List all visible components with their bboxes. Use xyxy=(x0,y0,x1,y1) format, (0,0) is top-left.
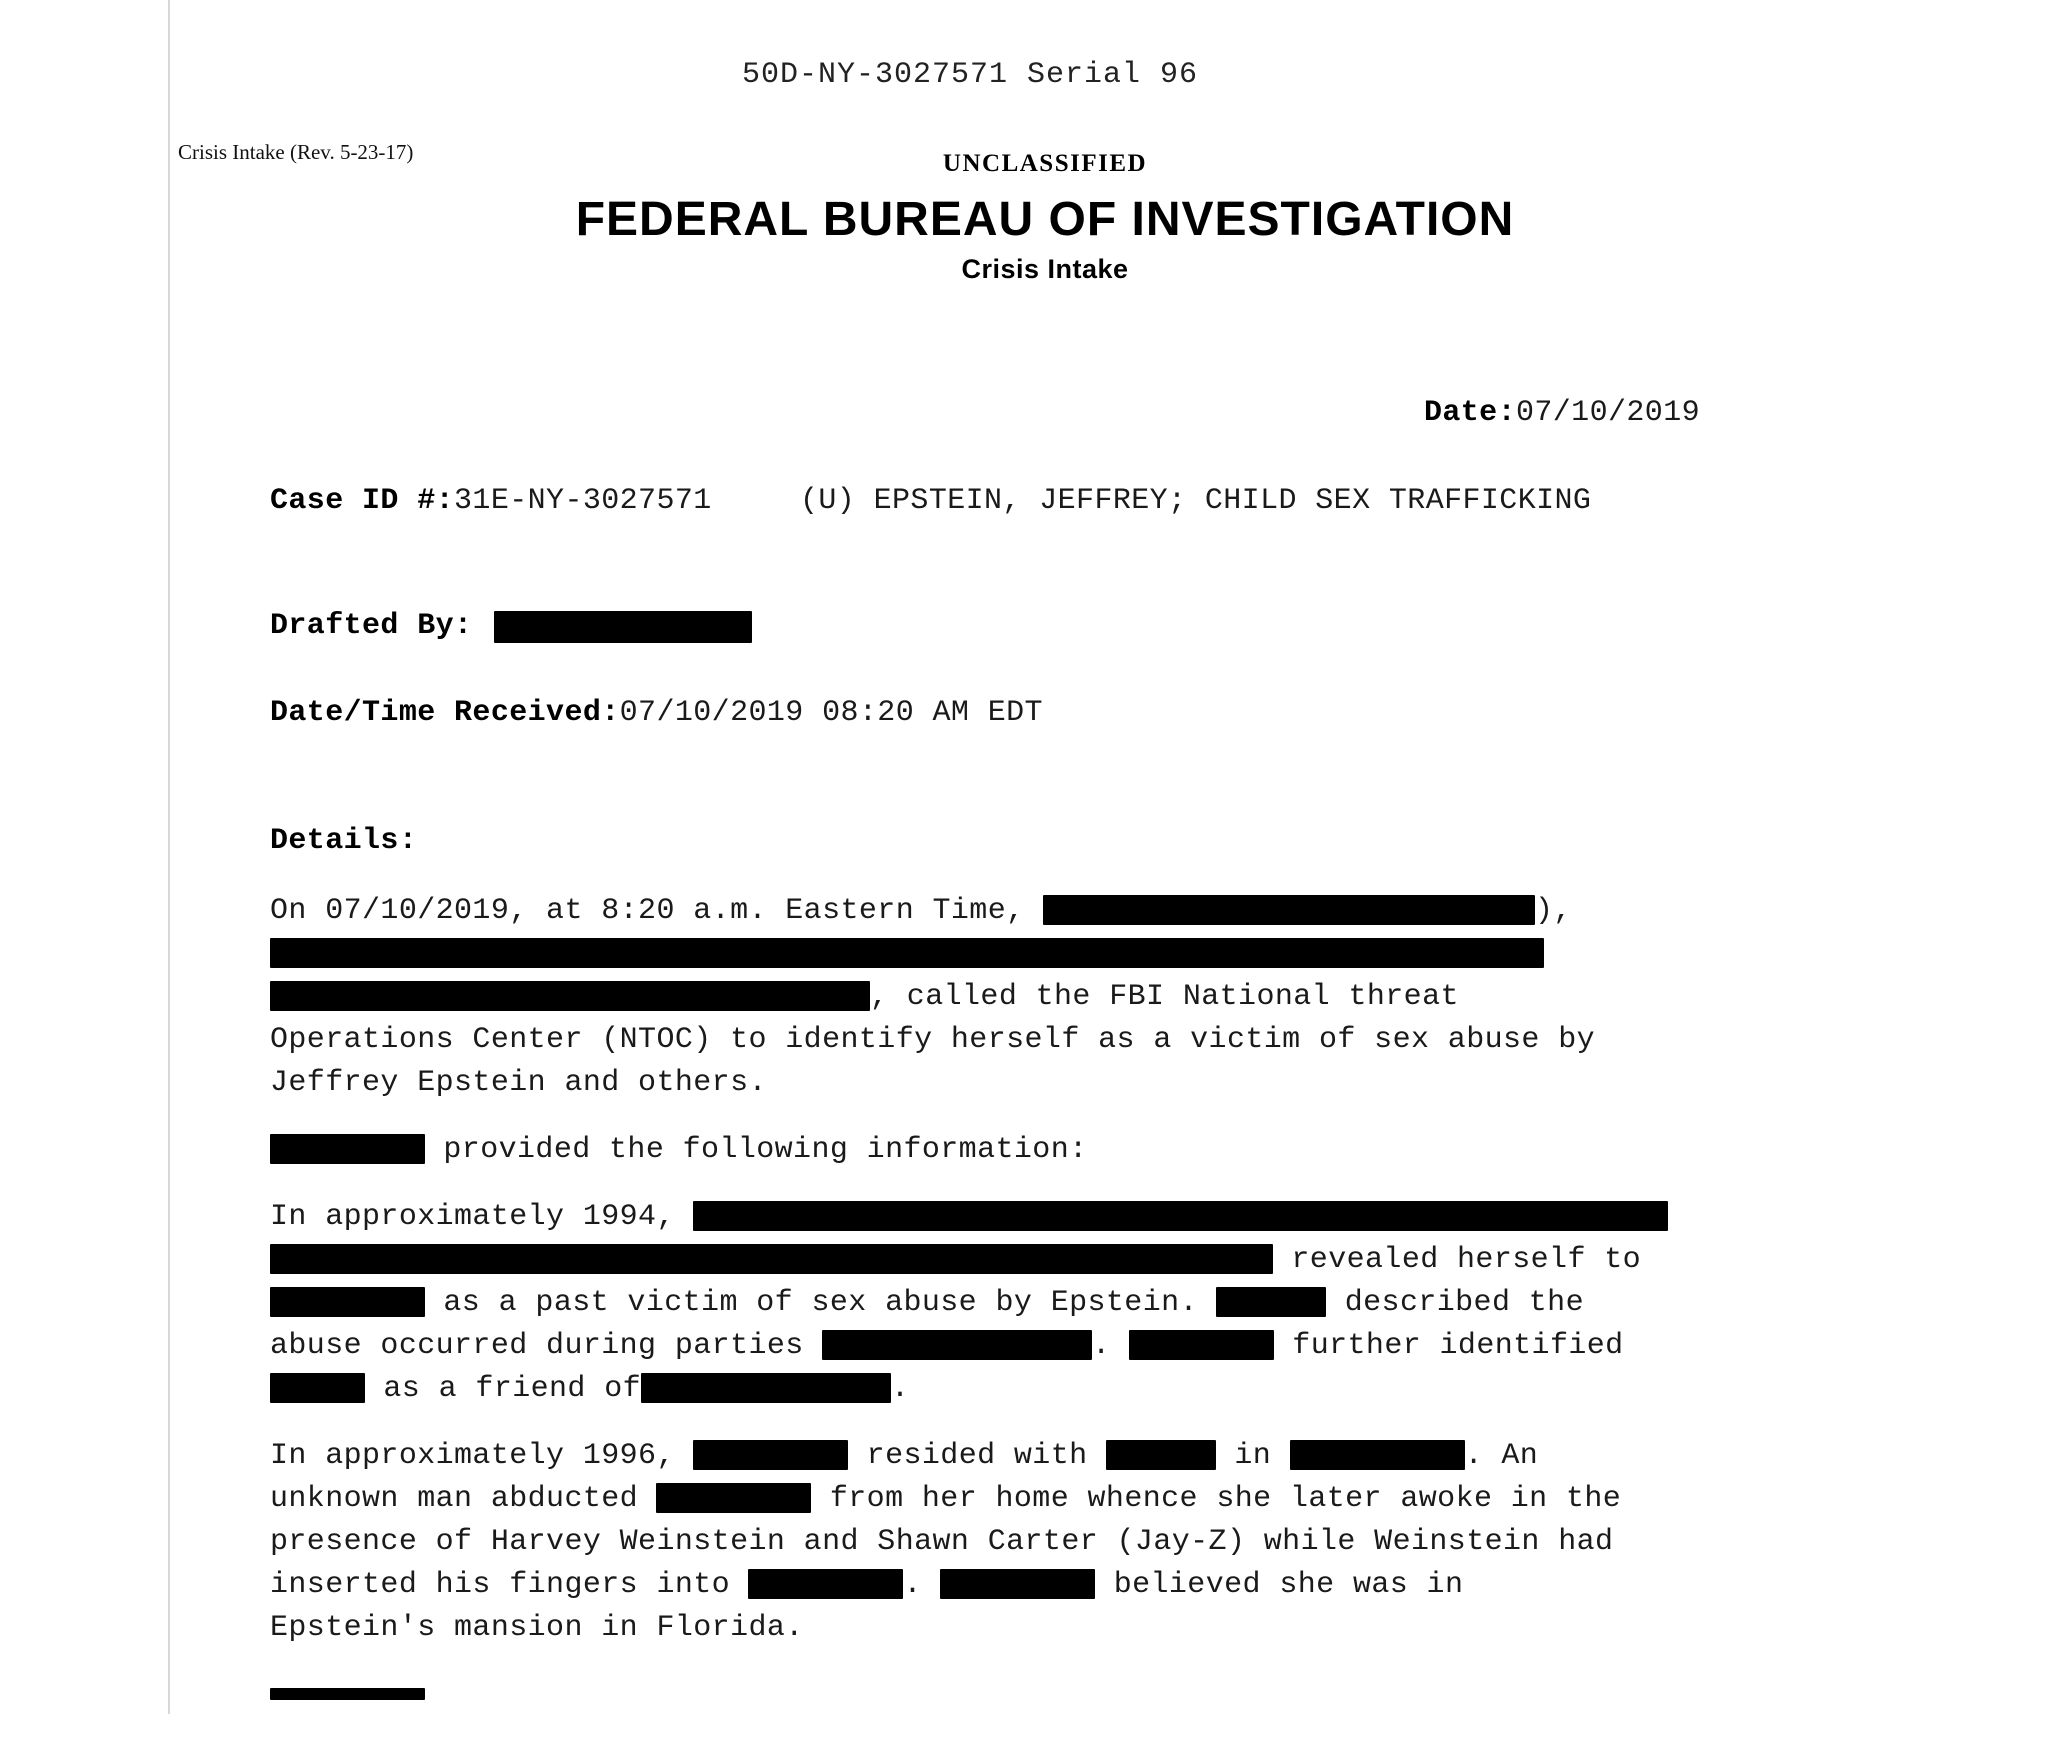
text-run: as a friend of xyxy=(365,1372,642,1406)
text-run: provided the following information: xyxy=(425,1133,1088,1167)
form-title: Crisis Intake xyxy=(961,254,1129,284)
paragraph-line xyxy=(270,976,1740,1019)
case-id-label: Case ID #: xyxy=(270,484,455,518)
paragraph-line xyxy=(270,1282,1740,1325)
redaction-bar xyxy=(270,1373,365,1403)
received-row xyxy=(270,692,1043,735)
drafted-by-row xyxy=(270,605,752,648)
date-value: 07/10/2019 xyxy=(1515,396,1700,430)
document-sheet xyxy=(168,0,2054,1714)
text-run: inserted his fingers into xyxy=(270,1568,749,1602)
paragraph-line: Jeffrey Epstein and others. xyxy=(270,1066,767,1100)
redaction-bar xyxy=(270,1688,425,1700)
form-revision-label: Crisis Intake (Rev. 5-23-17) xyxy=(178,140,414,164)
paragraph-line xyxy=(270,1368,1740,1411)
text-run: in xyxy=(1215,1439,1290,1473)
redaction-bar xyxy=(270,1244,1273,1274)
redaction-bar xyxy=(693,1440,848,1470)
text-run: as a past victim of sex abuse by Epstein. xyxy=(425,1286,1217,1320)
paragraph-line xyxy=(270,1129,1740,1172)
date-label: Date: xyxy=(1423,396,1516,430)
paragraph-line: presence of Harvey Weinstein and Shawn Carter (Jay-Z) while Weinstein had xyxy=(270,1525,1614,1559)
details-header xyxy=(270,820,417,863)
redaction-bar xyxy=(1216,1287,1326,1317)
text-run: unknown man abducted xyxy=(270,1482,657,1516)
paragraph-line xyxy=(270,1196,1740,1239)
paragraph-line xyxy=(270,1478,1740,1521)
text-run: described the xyxy=(1326,1286,1584,1320)
date-field-row xyxy=(170,392,1700,435)
text-run: In approximately 1994, xyxy=(270,1200,694,1234)
text-run: . An xyxy=(1464,1439,1539,1473)
paragraph-line xyxy=(270,1674,1740,1717)
paragraph-line: Operations Center (NTOC) to identify herself as a victim of sex abuse by xyxy=(270,1023,1596,1057)
redaction-bar xyxy=(1129,1330,1274,1360)
paragraph-line xyxy=(270,890,1740,933)
text-run: abuse occurred during parties xyxy=(270,1329,823,1363)
classification-banner: UNCLASSIFIED xyxy=(942,150,1148,177)
paragraph-line xyxy=(270,1239,1740,1282)
redaction-bar xyxy=(940,1569,1095,1599)
text-run: In approximately 1996, xyxy=(270,1439,694,1473)
redaction-bar xyxy=(494,611,752,643)
redaction-bar xyxy=(1043,895,1535,925)
redaction-bar xyxy=(1290,1440,1465,1470)
redaction-bar xyxy=(693,1201,1668,1231)
text-run: ), xyxy=(1534,894,1572,928)
redaction-bar xyxy=(270,981,870,1011)
redaction-bar xyxy=(270,1134,425,1164)
received-value: 07/10/2019 08:20 AM EDT xyxy=(619,696,1043,730)
redaction-bar xyxy=(270,938,1544,968)
paragraph-line xyxy=(270,1564,1740,1607)
redaction-bar xyxy=(656,1483,811,1513)
redaction-bar xyxy=(641,1373,891,1403)
paragraph-2 xyxy=(270,1129,1740,1172)
text-run: further identified xyxy=(1273,1329,1624,1363)
text-run: . xyxy=(1092,1329,1129,1363)
text-run: On 07/10/2019, at 8:20 a.m. Eastern Time, xyxy=(270,894,1043,928)
serial-header: 50D-NY-3027571 Serial 96 xyxy=(741,58,1199,92)
text-run: resided with xyxy=(848,1439,1106,1473)
redaction-bar xyxy=(1106,1440,1216,1470)
paragraph-5-partial xyxy=(270,1674,1740,1717)
text-run: revealed herself to xyxy=(1273,1243,1642,1277)
paragraph-4 xyxy=(270,1435,1740,1650)
case-id-value: 31E-NY-3027571 xyxy=(454,484,712,518)
redaction-bar xyxy=(748,1569,903,1599)
paragraph-1 xyxy=(270,890,1740,1105)
details-label: Details: xyxy=(270,824,418,858)
drafted-by-label: Drafted By: xyxy=(270,609,473,643)
case-id-row xyxy=(270,480,712,523)
paragraph-line xyxy=(270,1435,1740,1478)
redaction-bar xyxy=(822,1330,1092,1360)
paragraph-line xyxy=(270,933,1740,976)
paragraph-line: Epstein's mansion in Florida. xyxy=(270,1611,804,1645)
text-run: . xyxy=(903,1568,941,1602)
agency-title: FEDERAL BUREAU OF INVESTIGATION xyxy=(575,193,1515,246)
text-run: . xyxy=(891,1372,910,1406)
details-body xyxy=(270,890,1740,1741)
text-run: believed she was in xyxy=(1095,1568,1464,1602)
received-label: Date/Time Received: xyxy=(270,696,620,730)
paragraph-line xyxy=(270,1325,1740,1368)
redaction-bar xyxy=(270,1287,425,1317)
text-run: , called the FBI National threat xyxy=(870,980,1459,1014)
text-run: from her home whence she later awoke in the xyxy=(811,1482,1622,1516)
case-description: (U) EPSTEIN, JEFFREY; CHILD SEX TRAFFICKING xyxy=(800,484,1592,518)
paragraph-3 xyxy=(270,1196,1740,1411)
